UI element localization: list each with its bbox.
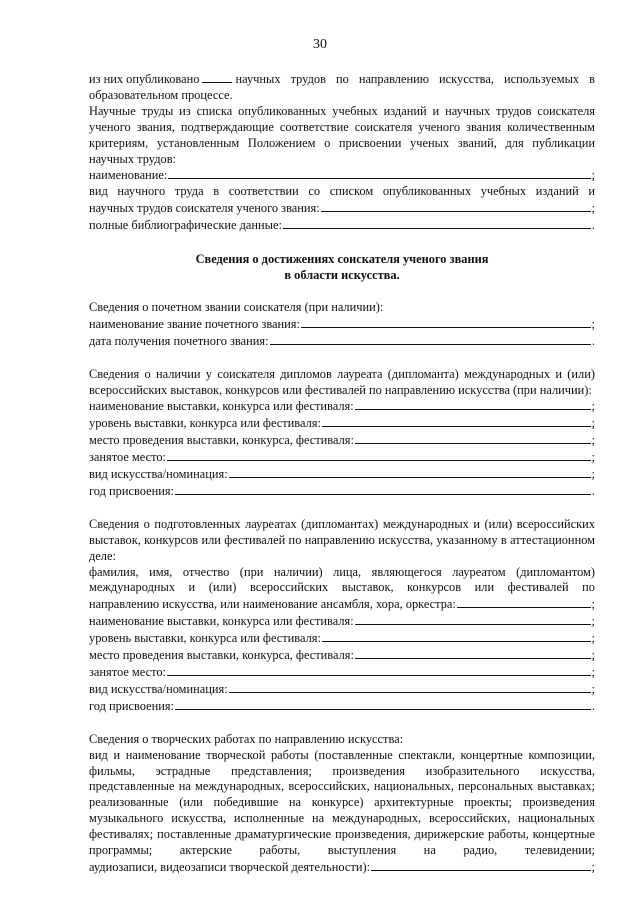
works-text: вид и наименование творческой работы (поставленные спектакли, концертные композиции, фильмы, эстрадные представления; произведения изобразительного искусства, представленные на международных, всероссийских, национальных, персональных выставках; реализованные (или победившие на конкурсе) архитектурные проекты; произведения музыкального искусства, исполненные на международных, всероссийских, национальных фестивалях; поставленные драматургические произведения, дирижерские работы, концертные программы; актерские работы, выступления на радио, телевидении; (89, 747, 595, 858)
field-end: ; (591, 648, 595, 663)
trained-contest-name-field[interactable] (355, 613, 591, 625)
work-name-row (89, 167, 595, 184)
trained-contest-level-field[interactable] (322, 630, 591, 642)
diploma-field-row (89, 415, 595, 432)
field-end: ; (591, 665, 595, 679)
diploma-contest-name-label: наименование выставки, конкурса или фестиваля: (89, 399, 354, 414)
trained-contest-place-field[interactable] (355, 647, 591, 659)
field-end: ; (591, 416, 595, 431)
diploma-field-row (89, 466, 595, 483)
field-end: ; (591, 614, 595, 629)
trained-title: Сведения о подготовленных лауреатах (дипломантах) международных и (или) всероссийских выставок, конкурсов или фестивалей по направлению искусства, указанному в аттестационном деле: (89, 516, 595, 563)
scientific-works-paragraph: Научные труды из списка опубликованных учебных изданий и научных трудов соискателя ученого звания, подтверждающие соответствие соискателя ученого звания количественным критериям, установленным Положением о присвоении ученых званий, для публикации научных трудов: (89, 103, 595, 166)
field-end: ; (591, 399, 595, 414)
published-count-label: из них опубликовано (89, 72, 200, 86)
diploma-field-row (89, 483, 595, 500)
honor-date-end: . (591, 333, 595, 348)
diploma-rank-label: занятое место: (89, 450, 166, 465)
trained-person-row (89, 596, 595, 613)
honor-date-row (89, 333, 595, 350)
field-end: ; (591, 681, 595, 696)
field-end: . (591, 483, 595, 498)
trained-contest-level-label: уровень выставки, конкурса или фестиваля: (89, 631, 321, 646)
trained-nomination-field[interactable] (229, 681, 591, 693)
trained-field-row (89, 681, 595, 698)
diploma-rank-field[interactable] (167, 449, 591, 461)
biblio-label: полные библиографические данные: (89, 218, 282, 233)
trained-year-field[interactable] (175, 698, 591, 710)
educational-process-text: образовательном процессе. (89, 87, 233, 102)
work-name-end: ; (591, 168, 595, 183)
trained-person-field[interactable] (457, 596, 591, 608)
honor-title: Сведения о почетном звании соискателя (при наличии): (89, 299, 384, 314)
honor-name-end: ; (591, 316, 595, 331)
diploma-year-label: год присвоения: (89, 483, 174, 498)
work-name-field[interactable] (168, 167, 590, 179)
diploma-contest-level-label: уровень выставки, конкурса или фестиваля: (89, 416, 321, 431)
diploma-contest-level-field[interactable] (322, 415, 591, 427)
trained-person-end: ; (591, 597, 595, 612)
biblio-end: . (591, 218, 595, 233)
trained-person-text: фамилия, имя, отчество (при наличии) лица, являющегося лауреатом (дипломантом) международных и (или) всероссийских выставок, конкурсов или фестивалей по (89, 564, 595, 595)
diploma-field-row (89, 432, 595, 449)
works-field[interactable] (371, 859, 590, 871)
honor-name-row (89, 316, 595, 333)
field-end: ; (591, 467, 595, 482)
trained-person-label: направлению искусства, или наименование ансамбля, хора, оркестра: (89, 597, 456, 612)
biblio-field[interactable] (283, 217, 591, 229)
diploma-field-row (89, 449, 595, 466)
trained-rank-field[interactable] (167, 664, 591, 676)
field-end: . (591, 698, 595, 713)
trained-field-row (89, 664, 595, 681)
trained-year-label: год присвоения: (89, 698, 174, 713)
diploma-year-field[interactable] (175, 483, 591, 495)
work-kind-end: ; (591, 201, 595, 216)
diplomas-title: Сведения о наличии у соискателя дипломов лауреата (дипломанта) международных и (или) всероссийских выставок, конкурсов или фестивалей по направлению искусства (при наличии): (89, 366, 595, 397)
trained-field-row (89, 613, 595, 630)
trained-rank-label: занятое место: (89, 665, 166, 679)
honor-date-field[interactable] (270, 333, 591, 345)
section-heading-line2: в области искусства. (284, 267, 400, 282)
trained-field-row (89, 647, 595, 664)
work-kind-label: научных трудов соискателя ученого звания: (89, 201, 320, 216)
diploma-contest-place-field[interactable] (355, 432, 591, 444)
work-kind-field[interactable] (321, 200, 591, 212)
page-number: 30 (313, 37, 327, 52)
diploma-nomination-field[interactable] (229, 466, 591, 478)
field-end: ; (591, 631, 595, 646)
trained-field-row (89, 698, 595, 715)
trained-field-row (89, 630, 595, 647)
diploma-contest-name-field[interactable] (355, 398, 591, 410)
trained-contest-name-label: наименование выставки, конкурса или фестиваля: (89, 614, 354, 629)
diploma-field-row (89, 398, 595, 415)
published-count-line (89, 72, 595, 88)
works-end: ; (591, 859, 595, 874)
honor-name-label: наименование звание почетного звания: (89, 316, 300, 331)
work-kind-row (89, 200, 595, 217)
field-end: ; (591, 433, 595, 448)
diploma-nomination-label: вид искусства/номинация: (89, 467, 228, 482)
trained-contest-place-label: место проведения выставки, конкурса, фестиваля: (89, 648, 354, 663)
works-last-row (89, 859, 595, 876)
section-heading-line1: Сведения о достижениях соискателя ученого звания (195, 252, 489, 267)
honor-date-label: дата получения почетного звания: (89, 333, 269, 348)
work-kind-text: вид научного труда в соответствии со списком опубликованных учебных изданий и (89, 184, 595, 199)
works-title: Сведения о творческих работах по направлению искусства: (89, 731, 404, 746)
trained-nomination-label: вид искусства/номинация: (89, 681, 228, 696)
document-body (89, 72, 595, 876)
published-count-field[interactable] (202, 72, 232, 83)
honor-name-field[interactable] (301, 316, 591, 328)
diploma-contest-place-label: место проведения выставки, конкурса, фестиваля: (89, 433, 354, 448)
field-end: ; (591, 450, 595, 465)
works-last-label: аудиозаписи, видеозаписи творческой деятельности): (89, 859, 371, 874)
biblio-row (89, 217, 595, 234)
work-name-label: наименование: (89, 168, 168, 183)
published-count-label-end: научных трудов по направлению искусства, используемых в (235, 72, 595, 86)
